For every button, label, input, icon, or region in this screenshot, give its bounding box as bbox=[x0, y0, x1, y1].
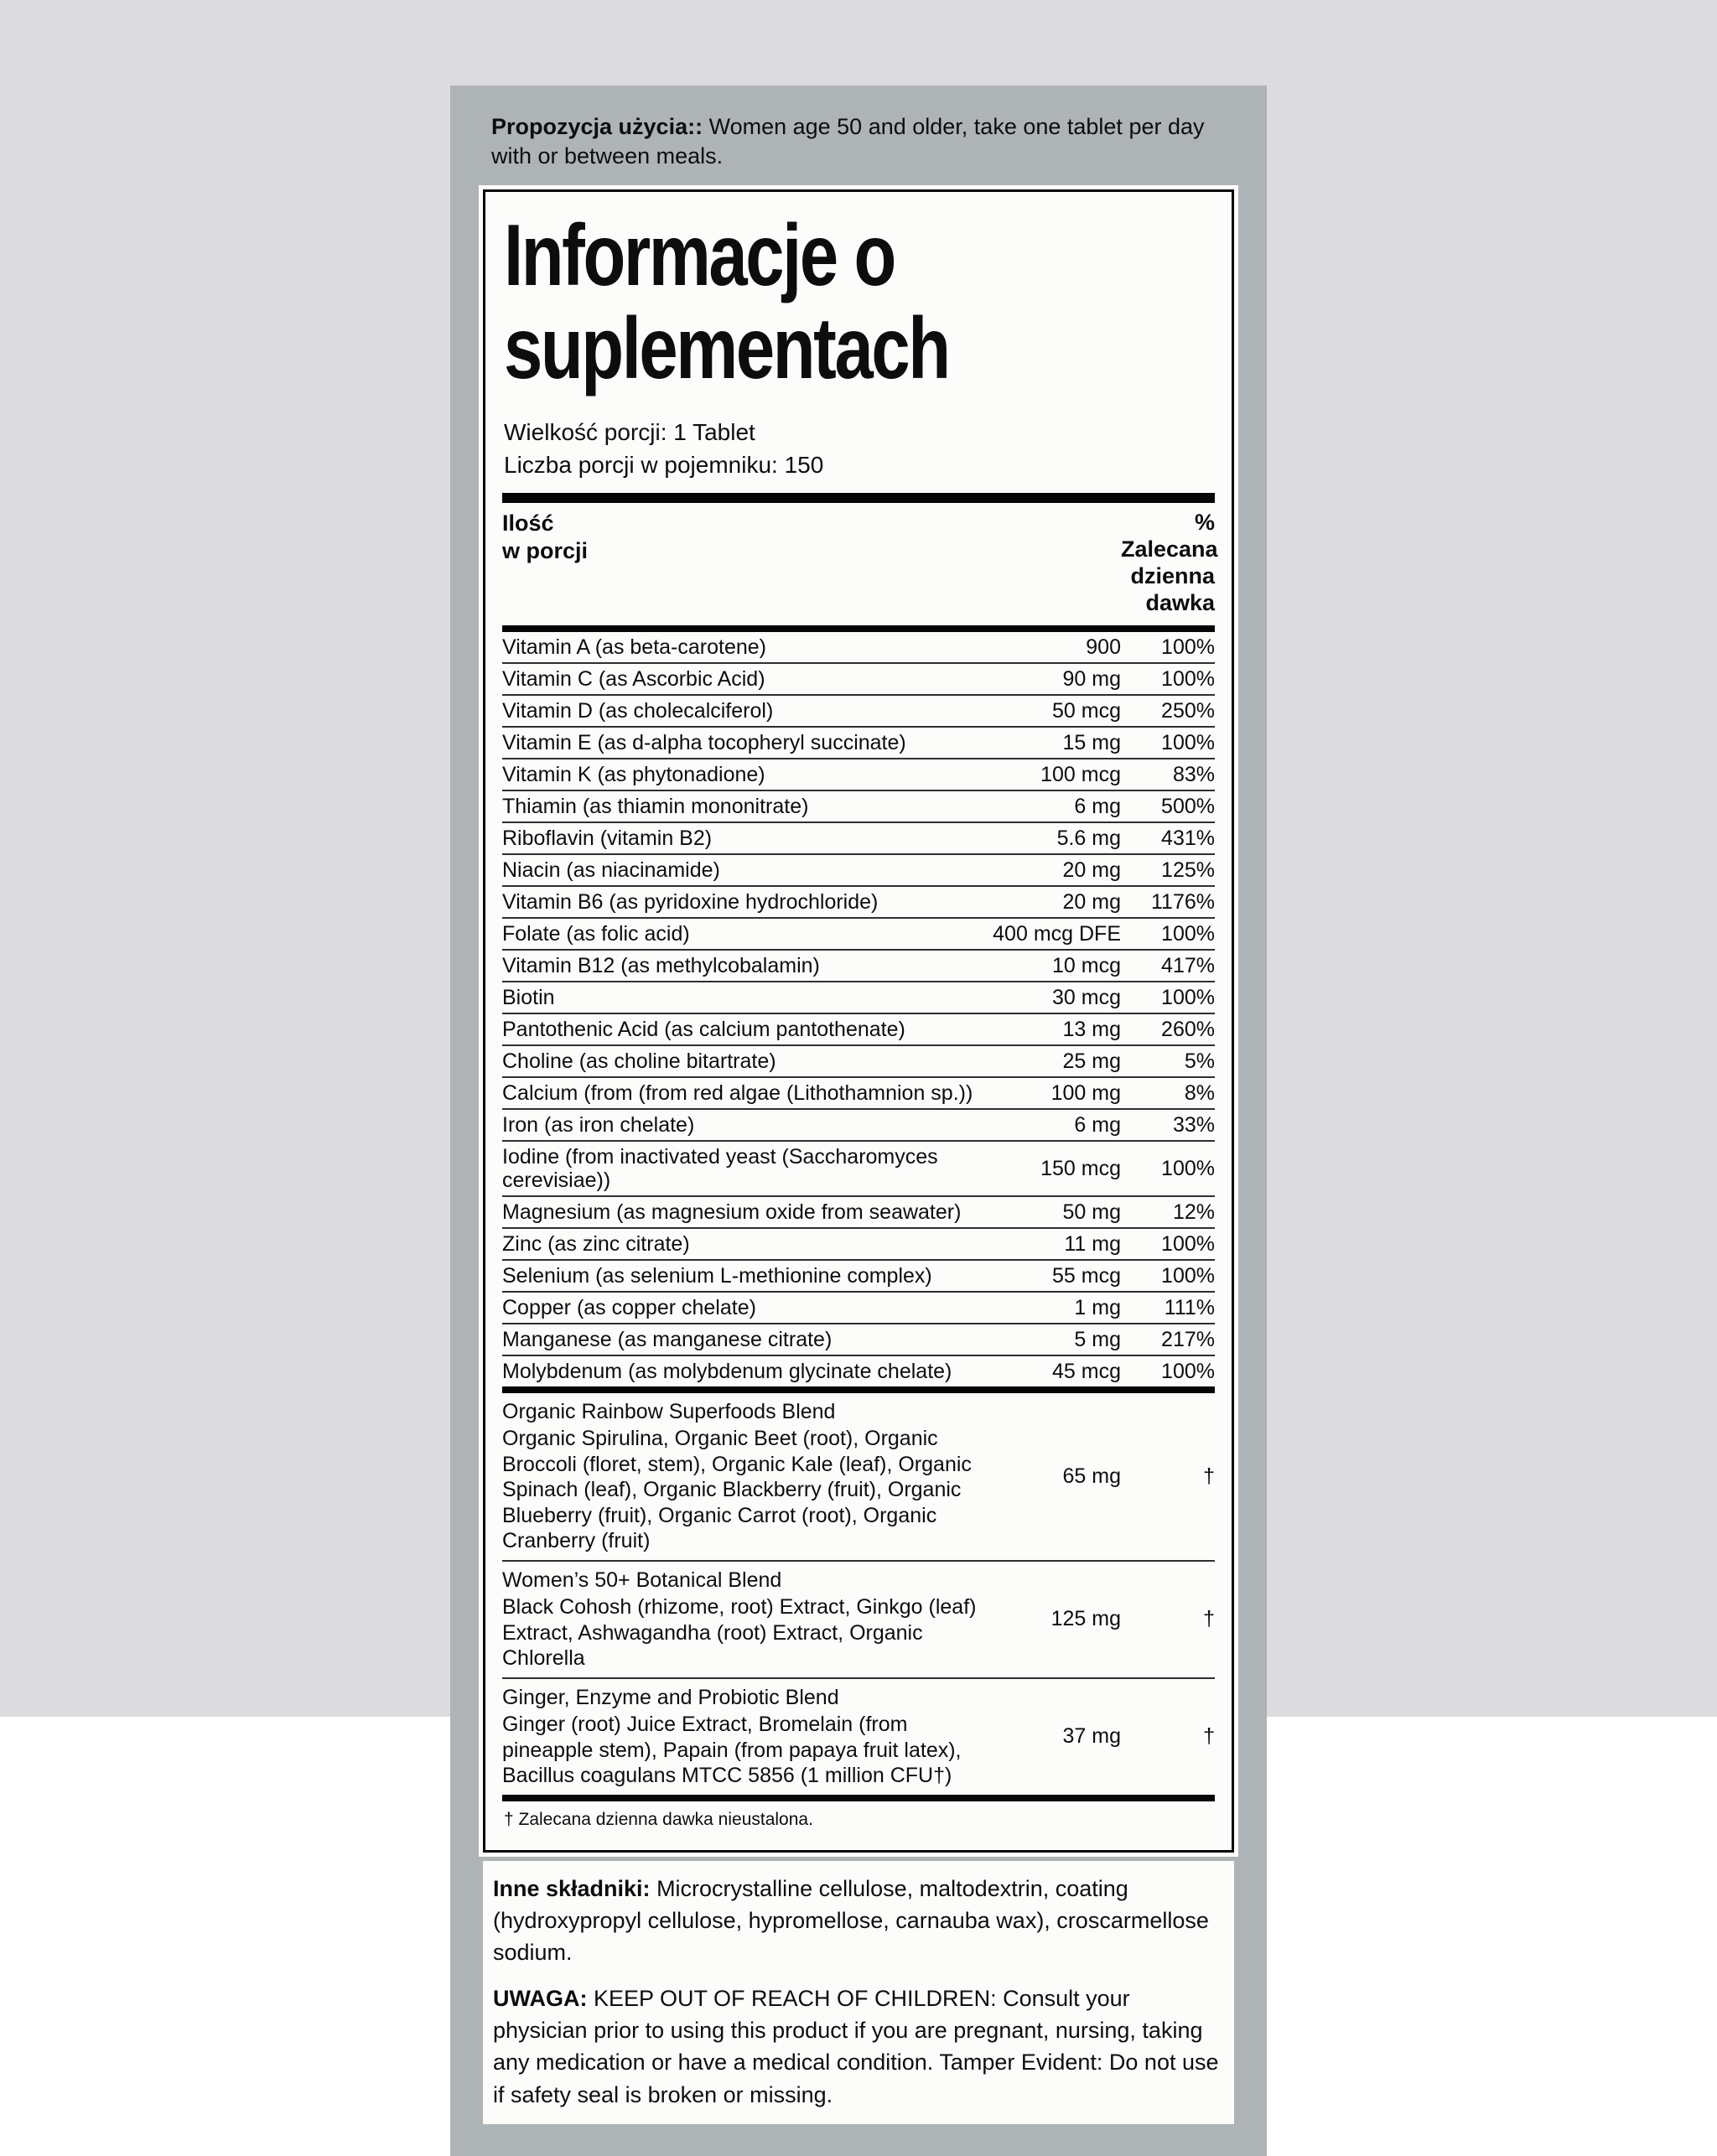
nutrient-amount: 900 bbox=[1086, 635, 1121, 659]
dv-header: % Zalecana dzienna dawka bbox=[1121, 510, 1218, 615]
nutrient-amount: 150 mcg bbox=[1040, 1156, 1121, 1180]
blend-row bbox=[502, 1560, 1215, 1677]
suggested-use-text: Women age 50 and older, take one tablet per day with or between meals. bbox=[491, 114, 1205, 169]
nutrient-row bbox=[502, 917, 1215, 949]
nutrient-amount: 11 mg bbox=[1064, 1231, 1121, 1256]
nutrient-amount: 50 mcg bbox=[1052, 698, 1121, 723]
nutrient-dv: 83% bbox=[1172, 762, 1215, 786]
nutrient-dv: 100% bbox=[1161, 730, 1215, 754]
blend-dv: † bbox=[1203, 1607, 1215, 1631]
blend-amount: 37 mg bbox=[1062, 1724, 1121, 1749]
warning bbox=[493, 1982, 1219, 2111]
nutrient-amount: 6 mg bbox=[1074, 1112, 1121, 1137]
nutrient-row bbox=[502, 758, 1215, 790]
blend-row bbox=[502, 1393, 1215, 1560]
warning-label: UWAGA: bbox=[493, 1985, 588, 2011]
nutrient-amount: 13 mg bbox=[1062, 1017, 1121, 1041]
blend-amount: 65 mg bbox=[1062, 1464, 1121, 1488]
nutrient-dv: 100% bbox=[1161, 635, 1215, 659]
nutrient-dv: 100% bbox=[1161, 1231, 1215, 1256]
blend-name-cell bbox=[502, 1399, 983, 1554]
nutrient-row bbox=[502, 1140, 1215, 1195]
supplement-facts-panel bbox=[483, 189, 1234, 1852]
nutrient-amount: 100 mg bbox=[1050, 1081, 1121, 1105]
nutrient-dv: 1176% bbox=[1151, 889, 1215, 914]
nutrient-dv: 217% bbox=[1161, 1327, 1215, 1351]
suggested-use-label: Propozycja użycia:: bbox=[491, 114, 703, 139]
nutrient-amount: 20 mg bbox=[1062, 889, 1121, 914]
other-ingredients-text: Microcrystalline cellulose, maltodextrin, coating (hydroxypropyl cellulose, hypromellose, carnauba wax), croscarmellose sodium. bbox=[493, 1875, 1209, 1966]
nutrient-name: Vitamin B6 (as pyridoxine hydrochloride) bbox=[502, 889, 879, 914]
nutrient-row bbox=[502, 1227, 1215, 1259]
nutrient-amount: 90 mg bbox=[1062, 666, 1121, 691]
nutrient-row bbox=[502, 1259, 1215, 1291]
blend-dv: † bbox=[1203, 1724, 1215, 1749]
nutrient-name: Vitamin A (as beta-carotene) bbox=[502, 635, 766, 659]
other-ingredients-label: Inne składniki: bbox=[493, 1875, 651, 1901]
footer-paragraphs bbox=[483, 1861, 1234, 2124]
nutrient-row bbox=[502, 1013, 1215, 1044]
nutrient-row bbox=[502, 821, 1215, 853]
divider-above-footnote bbox=[502, 1795, 1215, 1801]
table-header bbox=[502, 503, 1218, 625]
nutrient-name: Manganese (as manganese citrate) bbox=[502, 1327, 833, 1351]
servings-per-container: Liczba porcji w pojemniku: 150 bbox=[504, 451, 824, 478]
blend-name-cell bbox=[502, 1568, 983, 1671]
nutrient-name: Pantothenic Acid (as calcium pantothenate) bbox=[502, 1017, 905, 1041]
blend-title: Ginger, Enzyme and Probiotic Blend bbox=[502, 1685, 839, 1709]
nutrient-row bbox=[502, 949, 1215, 981]
divider-below-rows bbox=[502, 1386, 1215, 1393]
panel-title-line1: Informacje o bbox=[504, 207, 895, 305]
nutrient-dv: 100% bbox=[1161, 921, 1215, 946]
divider-below-header bbox=[502, 625, 1215, 632]
nutrient-rows bbox=[502, 632, 1215, 1386]
nutrient-dv: 125% bbox=[1161, 858, 1215, 882]
nutrient-name: Niacin (as niacinamide) bbox=[502, 858, 720, 882]
blend-amount: 125 mg bbox=[1050, 1607, 1121, 1631]
dv-footnote: † Zalecana dzienna dawka nieustalona. bbox=[504, 1809, 813, 1829]
nutrient-dv: 5% bbox=[1184, 1049, 1215, 1073]
nutrient-amount: 20 mg bbox=[1062, 858, 1121, 882]
nutrient-name: Vitamin C (as Ascorbic Acid) bbox=[502, 666, 765, 691]
nutrient-name: Biotin bbox=[502, 985, 555, 1009]
nutrient-dv: 260% bbox=[1161, 1017, 1215, 1041]
nutrient-amount: 400 mcg DFE bbox=[993, 921, 1121, 946]
nutrient-name: Copper (as copper chelate) bbox=[502, 1295, 756, 1319]
divider-thick-top bbox=[502, 493, 1215, 503]
other-ingredients bbox=[493, 1873, 1219, 1969]
nutrient-amount: 5 mg bbox=[1074, 1327, 1121, 1351]
nutrient-dv: 100% bbox=[1161, 1156, 1215, 1180]
nutrient-name: Selenium (as selenium L-methionine complex) bbox=[502, 1263, 932, 1288]
nutrient-dv: 431% bbox=[1161, 826, 1215, 850]
nutrient-dv: 250% bbox=[1161, 698, 1215, 723]
nutrient-row bbox=[502, 694, 1215, 726]
nutrient-name: Calcium (from (from red algae (Lithothamnion sp.)) bbox=[502, 1081, 973, 1105]
nutrient-dv: 500% bbox=[1161, 794, 1215, 818]
nutrient-dv: 111% bbox=[1164, 1295, 1215, 1319]
nutrient-amount: 6 mg bbox=[1074, 794, 1121, 818]
nutrient-amount: 25 mg bbox=[1062, 1049, 1121, 1073]
nutrient-row bbox=[502, 1108, 1215, 1140]
nutrient-row bbox=[502, 662, 1215, 694]
nutrient-row bbox=[502, 1076, 1215, 1108]
blend-ingredients: Organic Spirulina, Organic Beet (root), Organic Broccoli (floret, stem), Organic Kale (leaf), Organic Spinach (leaf), Organic Blackberry (fruit), Organic Blueberry (fruit), Organic Carrot (root), Organic Cranberry (fruit) bbox=[502, 1427, 972, 1553]
nutrient-amount: 15 mg bbox=[1062, 730, 1121, 754]
nutrient-name: Vitamin E (as d-alpha tocopheryl succinate) bbox=[502, 730, 906, 754]
nutrient-amount: 100 mcg bbox=[1040, 762, 1121, 786]
nutrient-amount: 5.6 mg bbox=[1056, 826, 1121, 850]
nutrient-amount: 10 mcg bbox=[1052, 953, 1121, 977]
serving-info bbox=[504, 417, 1215, 481]
nutrient-name: Magnesium (as magnesium oxide from seawater) bbox=[502, 1200, 962, 1224]
nutrient-row bbox=[502, 1355, 1215, 1386]
nutrient-row bbox=[502, 1044, 1215, 1076]
nutrient-dv: 100% bbox=[1161, 1359, 1215, 1383]
amount-header: Ilość w porcji bbox=[502, 510, 589, 564]
nutrient-name: Vitamin B12 (as methylcobalamin) bbox=[502, 953, 820, 977]
nutrient-name: Folate (as folic acid) bbox=[502, 921, 690, 946]
nutrient-dv: 100% bbox=[1161, 666, 1215, 691]
nutrient-name: Choline (as choline bitartrate) bbox=[502, 1049, 776, 1073]
nutrient-name: Zinc (as zinc citrate) bbox=[502, 1231, 690, 1256]
blend-dv: † bbox=[1203, 1464, 1215, 1488]
blend-row bbox=[502, 1677, 1215, 1795]
nutrient-amount: 1 mg bbox=[1074, 1295, 1121, 1319]
nutrient-name: Thiamin (as thiamin mononitrate) bbox=[502, 794, 809, 818]
nutrient-amount: 30 mcg bbox=[1052, 985, 1121, 1009]
blend-title: Women’s 50+ Botanical Blend bbox=[502, 1568, 782, 1592]
nutrient-name: Vitamin D (as cholecalciferol) bbox=[502, 698, 774, 723]
nutrient-row bbox=[502, 1195, 1215, 1227]
nutrient-name: Molybdenum (as molybdenum glycinate chelate) bbox=[502, 1359, 952, 1383]
blend-ingredients: Ginger (root) Juice Extract, Bromelain (from pineapple stem), Papain (from papaya fruit latex), Bacillus coagulans MTCC 5856 (1 million CFU†) bbox=[502, 1713, 962, 1788]
nutrient-name: Iron (as iron chelate) bbox=[502, 1112, 695, 1137]
panel-title-line2: suplementach bbox=[504, 300, 949, 398]
nutrient-name: Iodine (from inactivated yeast (Saccharomyces cerevisiae)) bbox=[502, 1144, 938, 1192]
blend-ingredients: Black Cohosh (rhizome, root) Extract, Ginkgo (leaf) Extract, Ashwagandha (root) Extract, Organic Chlorella bbox=[502, 1595, 977, 1671]
nutrient-row bbox=[502, 853, 1215, 885]
nutrient-row bbox=[502, 885, 1215, 917]
nutrient-name: Riboflavin (vitamin B2) bbox=[502, 826, 713, 850]
nutrient-row bbox=[502, 790, 1215, 821]
blend-title: Organic Rainbow Superfoods Blend bbox=[502, 1399, 836, 1423]
nutrient-row bbox=[502, 1291, 1215, 1323]
nutrient-row bbox=[502, 726, 1215, 758]
nutrient-amount: 55 mcg bbox=[1052, 1263, 1121, 1288]
nutrient-dv: 417% bbox=[1161, 953, 1215, 977]
serving-size: Wielkość porcji: 1 Tablet bbox=[504, 418, 755, 445]
nutrient-dv: 100% bbox=[1161, 1263, 1215, 1288]
nutrient-dv: 33% bbox=[1172, 1112, 1215, 1137]
warning-text: KEEP OUT OF REACH OF CHILDREN: Consult your physician prior to using this product if you are pregnant, nursing, taking any medication or have a medical condition. Tamper Evident: Do not use if safety seal is broken or missing. bbox=[493, 1985, 1219, 2107]
nutrient-row bbox=[502, 981, 1215, 1013]
nutrient-amount: 50 mg bbox=[1062, 1200, 1121, 1224]
nutrient-dv: 12% bbox=[1172, 1200, 1215, 1224]
nutrient-dv: 100% bbox=[1161, 985, 1215, 1009]
nutrient-amount: 45 mcg bbox=[1052, 1359, 1121, 1383]
suggested-use bbox=[491, 112, 1234, 171]
nutrient-name: Vitamin K (as phytonadione) bbox=[502, 762, 765, 786]
blend-rows bbox=[502, 1393, 1215, 1795]
label-card bbox=[450, 86, 1267, 2156]
nutrient-row bbox=[502, 1323, 1215, 1355]
blend-name-cell bbox=[502, 1685, 983, 1789]
nutrient-dv: 8% bbox=[1184, 1081, 1215, 1105]
nutrient-row bbox=[502, 632, 1215, 662]
